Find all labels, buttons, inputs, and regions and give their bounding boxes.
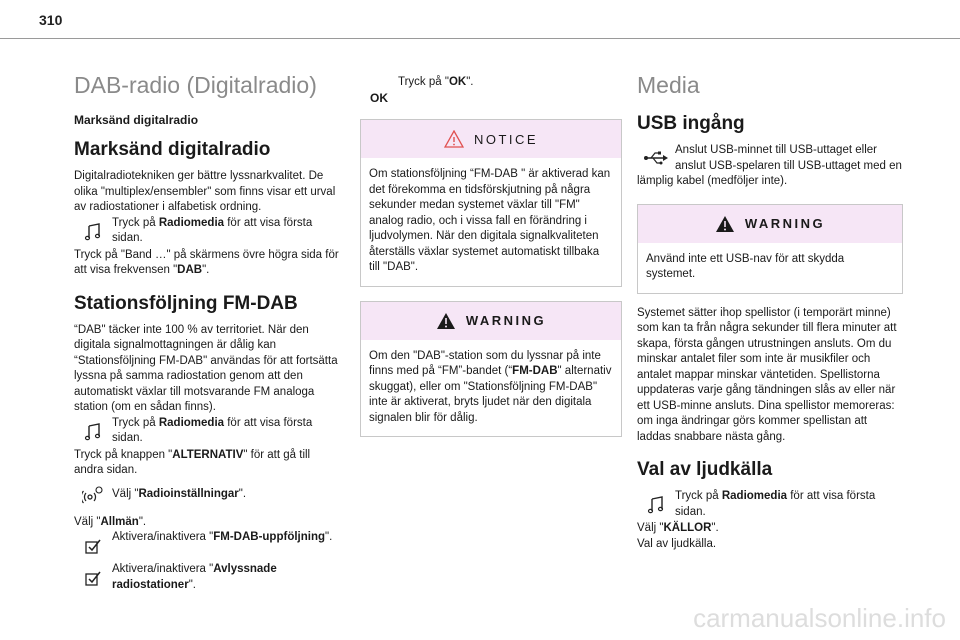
source-heading: Val av ljudkälla	[637, 459, 773, 480]
step-radiomedia: Tryck på Radiomedia för att visa första sidan.	[74, 216, 342, 248]
dab-intro: Digitalradiotekniken ger bättre lyssnarkvalitet. De olika "multiplex/ensembler" som finns visar ett urval av radiostationer i alfabetisk ordning.	[74, 170, 336, 213]
warning-triangle-icon	[444, 130, 464, 148]
usb-heading: USB ingång	[637, 113, 745, 134]
music-note-icon	[74, 216, 112, 248]
music-note-icon	[74, 416, 112, 448]
ok-icon: OK	[370, 91, 388, 105]
music-note-icon	[637, 489, 675, 521]
source-end: Val av ljudkälla.	[637, 537, 717, 550]
usb-warning-header: WARNING	[638, 205, 902, 243]
usb-text: Anslut USB-minnet till USB-uttaget eller anslut USB-spelaren till USB-uttaget med en lämplig kabel (medföljer inte).	[637, 144, 902, 187]
notice-header: NOTICE	[361, 120, 621, 158]
column-dab: DAB-radio (Digitalradio) Marksänd digitalradio Marksänd digitalradio Digitalradiotekniken ger bättre lyssnarkvalitet. De olika "multiplex/ensembler" som finns visar ett urval av radiostationer i alfabetisk ordning. Tryck på Radiomedia för att visa första sidan. Tryck på "Band …" på skärmens övre högra sida för att visa frekvensen "DAB". Stationsföljning FM-DAB “DAB" täcker inte 100 % av territoriet. När den digitala signalmottagningen är dålig kan “Stationsföljning FM-DAB" användas för att fortsätta lyssna på samma radiostation genom att den automatiskt växlar till motsvarande FM analoga station (om en sådan finns). Tryck på Radiomedia för att visa första sidan. Tryck på knappen "ALTERNATIV" för att gå till andra sidan. Välj "Radioinställningar". Välj "Allmän". Aktivera/inaktivera "FM-DAB-uppföljning". Aktivera/inaktivera "Avlyssnade radiostationer".	[74, 60, 342, 594]
usb-warning-box	[637, 204, 903, 294]
step-toggle-stations: Aktivera/inaktivera "Avlyssnade radiostationer".	[74, 562, 342, 594]
step-radio-settings: Välj "Radioinställningar".	[74, 479, 342, 511]
notice-box	[360, 119, 622, 287]
column-notices	[360, 60, 622, 437]
watermark: carmanualsonline.info	[693, 603, 946, 633]
step-radiomedia-2: Tryck på Radiomedia för att visa första sidan.	[74, 416, 342, 448]
header-rule	[0, 38, 960, 39]
warning-header: WARNING	[361, 302, 621, 340]
notice-text: Om stationsföljning “FM-DAB " är aktiverad kan det förekomma en tidsförskjutning på några sekunder medan systemet växlar till "FM" analog radio, och i vissa fall en förändring i ljudvolymen. När den digitala signalkvaliteten återställs växlar systemet automatiskt tillbaka till "DAB".	[369, 168, 611, 273]
step-toggle-fmdab: Aktivera/inaktivera "FM-DAB-uppföljning".	[74, 530, 342, 562]
checkbox-icon	[74, 530, 112, 562]
subtitle: Marksänd digitalradio	[74, 113, 199, 127]
step-ok: OK Tryck på "OK".	[360, 75, 622, 105]
page-title: DAB-radio (Digitalradio)	[74, 72, 317, 98]
warning-triangle-icon	[436, 312, 456, 330]
step-source-radiomedia: Tryck på Radiomedia för att visa första sidan.	[637, 489, 903, 521]
section-heading-fmdab: Stationsföljning FM-DAB	[74, 292, 298, 314]
usb-icon	[637, 143, 675, 173]
warning-box	[360, 301, 622, 438]
fmdab-intro: “DAB" täcker inte 100 % av territoriet. När den digitala signalmottagningen är dålig kan “Stationsföljning FM-DAB" användas för att fortsätta lyssna på samma radiostation genom att den automatiskt växlar till motsvarande FM analoga station (om en sådan finns).	[74, 323, 338, 413]
warning-triangle-icon	[715, 215, 735, 233]
checkbox-icon	[74, 562, 112, 594]
playlist-text: Systemet sätter ihop spellistor (i temporärt minne) som kan ta från några sekunder till flera minuter att skapa, första gången utrustningen ansluts. Om du minskar antalet filer som inte är musikfiler och antalet mappar minskar väntetiden. Spellistorna uppdateras varje gång tändningen slås av eller när ett USB-minne ansluts. Dina spellistor memoreras: om inga ändringar görs kommer spellistan att laddas snabbare nästa gång.	[637, 306, 897, 443]
usb-warning-text: Använd inte ett USB-nav för att skydda systemet.	[646, 252, 845, 280]
column-media: Media USB ingång Anslut USB-minnet till USB-uttaget eller anslut USB-spelaren till USB-uttaget med en lämplig kabel (medföljer inte). WARNING Använd inte ett USB-nav för att skydda systemet. Systemet sätter ihop spellistor (i temporärt minne) som kan ta från några sekunder till flera minuter att skapa, första gången utrustningen ansluts. Om du minskar antalet filer som inte är musikfiler och antalet mappar minskar väntetiden. Spellistorna uppdateras varje gång tändningen slås av eller när ett USB-minne ansluts. Dina spellistor memoreras: om inga ändringar görs kommer spellistan att laddas snabbare nästa gång. Val av ljudkälla Tryck på Radiomedia för att visa första sidan. Välj "KÄLLOR". Val av ljudkälla.	[637, 60, 903, 552]
warning-text: Om den "DAB"-station som du lyssnar på inte finns med på “FM”-bandet (“FM-DAB" alternativ skuggat), eller om "Stationsföljning FM-DAB" inte är aktiverat, bryts ljudet när den digitala signalen blir för dålig.	[369, 349, 612, 424]
page-number: 310	[39, 12, 63, 28]
media-title: Media	[637, 72, 700, 98]
radio-settings-icon	[74, 479, 112, 511]
section-heading-dab: Marksänd digitalradio	[74, 139, 271, 160]
